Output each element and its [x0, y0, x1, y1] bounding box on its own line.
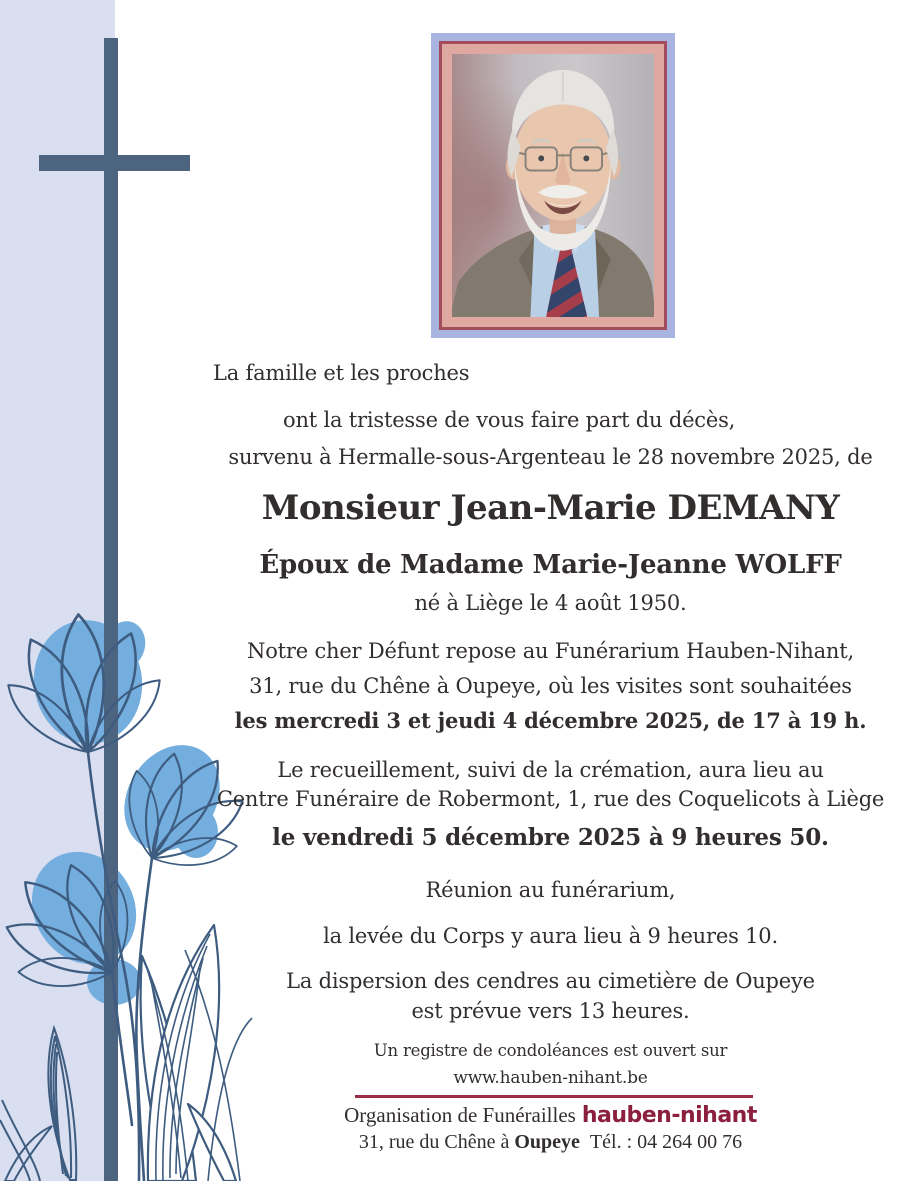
announcement-text	[183, 0, 918, 1181]
repose-line-2: 31, rue du Chêne à Oupeye, où les visites sont souhaitées	[249, 674, 852, 698]
intro-line-3: survenu à Hermalle-sous-Argenteau le 28 novembre 2025, de	[228, 445, 873, 469]
funeral-home-logo: hauben-nihant	[581, 1103, 757, 1128]
ceremony-line-1: Le recueillement, suivi de la crémation, aura lieu au	[277, 758, 824, 782]
spouse-line: Époux de Madame Marie-Jeanne WOLFF	[259, 550, 842, 580]
intro-line-2: ont la tristesse de vous faire part du décès,	[283, 408, 736, 432]
visits-line: les mercredi 3 et jeudi 4 décembre 2025, de 17 à 19 h.	[234, 708, 867, 733]
footer-address-city: Oupeye	[514, 1131, 580, 1153]
intro-line-1: La famille et les proches	[213, 361, 470, 385]
register-url: www.hauben-nihant.be	[453, 1068, 648, 1088]
dispersion-line-1: La dispersion des cendres au cimetière de Oupeye	[286, 969, 815, 993]
ceremony-date: le vendredi 5 décembre 2025 à 9 heures 50.	[272, 824, 829, 851]
cross-horizontal-bar	[39, 155, 190, 171]
repose-line-1: Notre cher Défunt repose au Funérarium Hauben-Nihant,	[247, 639, 854, 663]
dispersion-line-2: est prévue vers 13 heures.	[411, 999, 690, 1023]
levee-line: la levée du Corps y aura lieu à 9 heures 10.	[323, 924, 778, 948]
footer-address-line	[183, 1130, 918, 1155]
footer-divider	[355, 1095, 753, 1098]
deceased-name: Monsieur Jean-Marie DEMANY	[261, 488, 840, 528]
ceremony-line-2: Centre Funéraire de Robermont, 1, rue des Coquelicots à Liège	[216, 787, 885, 811]
footer-org-label: Organisation de Funérailles	[344, 1103, 576, 1127]
birth-line: né à Liège le 4 août 1950.	[414, 591, 687, 615]
footer-phone: Tél. : 04 264 00 76	[589, 1131, 743, 1153]
meeting-line: Réunion au funérarium,	[425, 878, 676, 902]
footer-address-prefix: 31, rue du Chêne à	[358, 1131, 515, 1153]
footer-organisation-line	[183, 1102, 918, 1130]
register-line: Un registre de condoléances est ouvert sur	[373, 1041, 728, 1060]
